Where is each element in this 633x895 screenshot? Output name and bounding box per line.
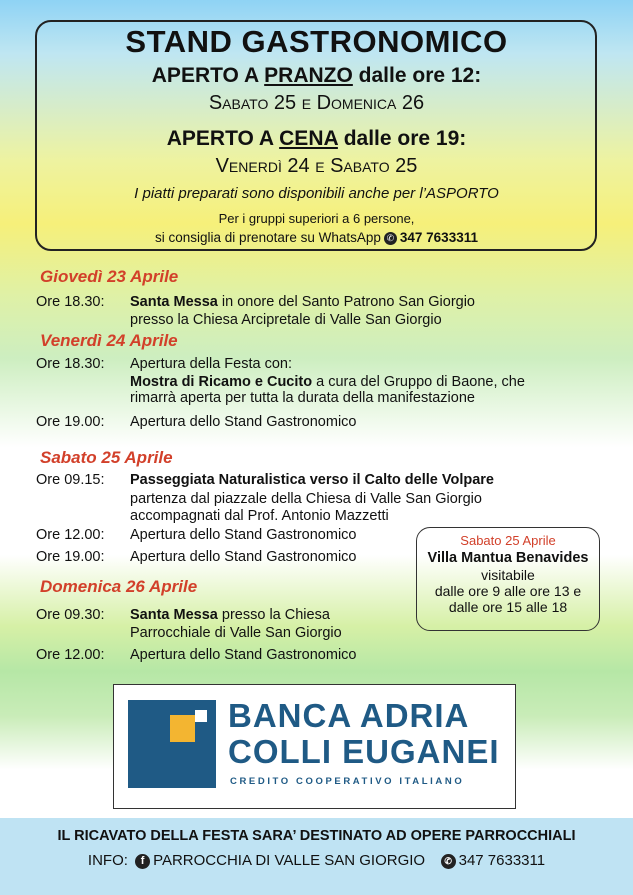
- page-title: STAND GASTRONOMICO: [125, 24, 508, 59]
- event-time: Ore 18.30:: [36, 294, 105, 310]
- event-description: Passeggiata Naturalistica verso il Calto delle Volpare: [130, 472, 494, 488]
- bank-name-line1: BANCA ADRIA: [228, 697, 470, 734]
- event-description-line: presso la Chiesa Arcipretale di Valle San Giorgio: [130, 312, 442, 328]
- villa-date: Sabato 25 Aprile: [460, 533, 556, 548]
- event-time: Ore 09.30:: [36, 607, 105, 623]
- whatsapp-icon: ✆: [441, 854, 456, 869]
- footer-info: INFO: f PARROCCHIA DI VALLE SAN GIORGIO ✆ 347 7633311: [87, 852, 546, 869]
- bank-tagline: CREDITO COOPERATIVO ITALIANO: [230, 776, 465, 787]
- event-description-line: rimarrà aperta per tutta la durata della manifestazione: [130, 390, 475, 406]
- event-description-line: partenza dal piazzale della Chiesa di Valle San Giorgio: [130, 491, 482, 507]
- event-time: Ore 19.00:: [36, 549, 105, 565]
- groups-note-line2: si consiglia di prenotare su WhatsApp ✆ 347 7633311: [155, 230, 478, 245]
- event-description: Apertura dello Stand Gastronomico: [130, 549, 357, 565]
- event-description-line: Parrocchiale di Valle San Giorgio: [130, 625, 342, 641]
- event-description: Apertura dello Stand Gastronomico: [130, 647, 357, 663]
- event-description: Santa Messa in onore del Santo Patrono San Giorgio: [130, 294, 476, 310]
- event-time: Ore 12.00:: [36, 647, 105, 663]
- day-heading-friday: Venerdì 24 Aprile: [40, 331, 178, 350]
- lunch-days: Sabato 25 e Domenica 26: [208, 92, 425, 114]
- day-heading-saturday: Sabato 25 Aprile: [40, 448, 173, 467]
- villa-visitable: visitabile: [481, 567, 535, 583]
- villa-hours-line2: dalle ore 15 alle 18: [448, 599, 568, 615]
- bank-name-line2: COLLI EUGANEI: [228, 733, 500, 770]
- whatsapp-phone: 347 7633311: [399, 230, 478, 245]
- event-time: Ore 12.00:: [36, 527, 105, 543]
- groups-note-line1: Per i gruppi superiori a 6 persone,: [218, 211, 415, 226]
- dinner-hours-heading: APERTO A CENA dalle ore 19:: [166, 127, 467, 150]
- event-time: Ore 18.30:: [36, 356, 105, 372]
- villa-hours-line1: dalle ore 9 alle ore 13 e: [434, 583, 582, 599]
- bank-logo-white-square: [195, 710, 207, 722]
- event-description: Apertura dello Stand Gastronomico: [130, 414, 357, 430]
- parish-name: PARROCCHIA DI VALLE SAN GIORGIO: [153, 852, 426, 869]
- day-heading-sunday: Domenica 26 Aprile: [40, 577, 198, 596]
- lunch-hours-heading: APERTO A PRANZO dalle ore 12:: [151, 64, 482, 87]
- dinner-days: Venerdì 24 e Sabato 25: [215, 155, 418, 177]
- footer-phone: 347 7633311: [458, 852, 546, 869]
- villa-name: Villa Mantua Benavides: [427, 550, 589, 566]
- facebook-icon: f: [135, 854, 150, 869]
- takeaway-note: I piatti preparati sono disponibili anche per l’ASPORTO: [134, 185, 499, 202]
- event-time: Ore 19.00:: [36, 414, 105, 430]
- bank-logo-yellow-square: [170, 715, 195, 742]
- whatsapp-icon: ✆: [384, 232, 397, 245]
- villa-visit-box: [416, 527, 600, 631]
- event-description: Apertura della Festa con:: [130, 356, 293, 372]
- footer-note: IL RICAVATO DELLA FESTA SARA’ DESTINATO AD OPERE PARROCCHIALI: [57, 828, 576, 844]
- event-time: Ore 09.15:: [36, 472, 105, 488]
- event-description: Santa Messa presso la Chiesa: [130, 607, 330, 623]
- event-description-line: Mostra di Ricamo e Cucito a cura del Gruppo di Baone, che: [130, 374, 525, 390]
- event-description: Apertura dello Stand Gastronomico: [130, 527, 357, 543]
- event-description-line: accompagnati dal Prof. Antonio Mazzetti: [130, 508, 389, 524]
- day-heading-thursday: Giovedì 23 Aprile: [40, 267, 179, 286]
